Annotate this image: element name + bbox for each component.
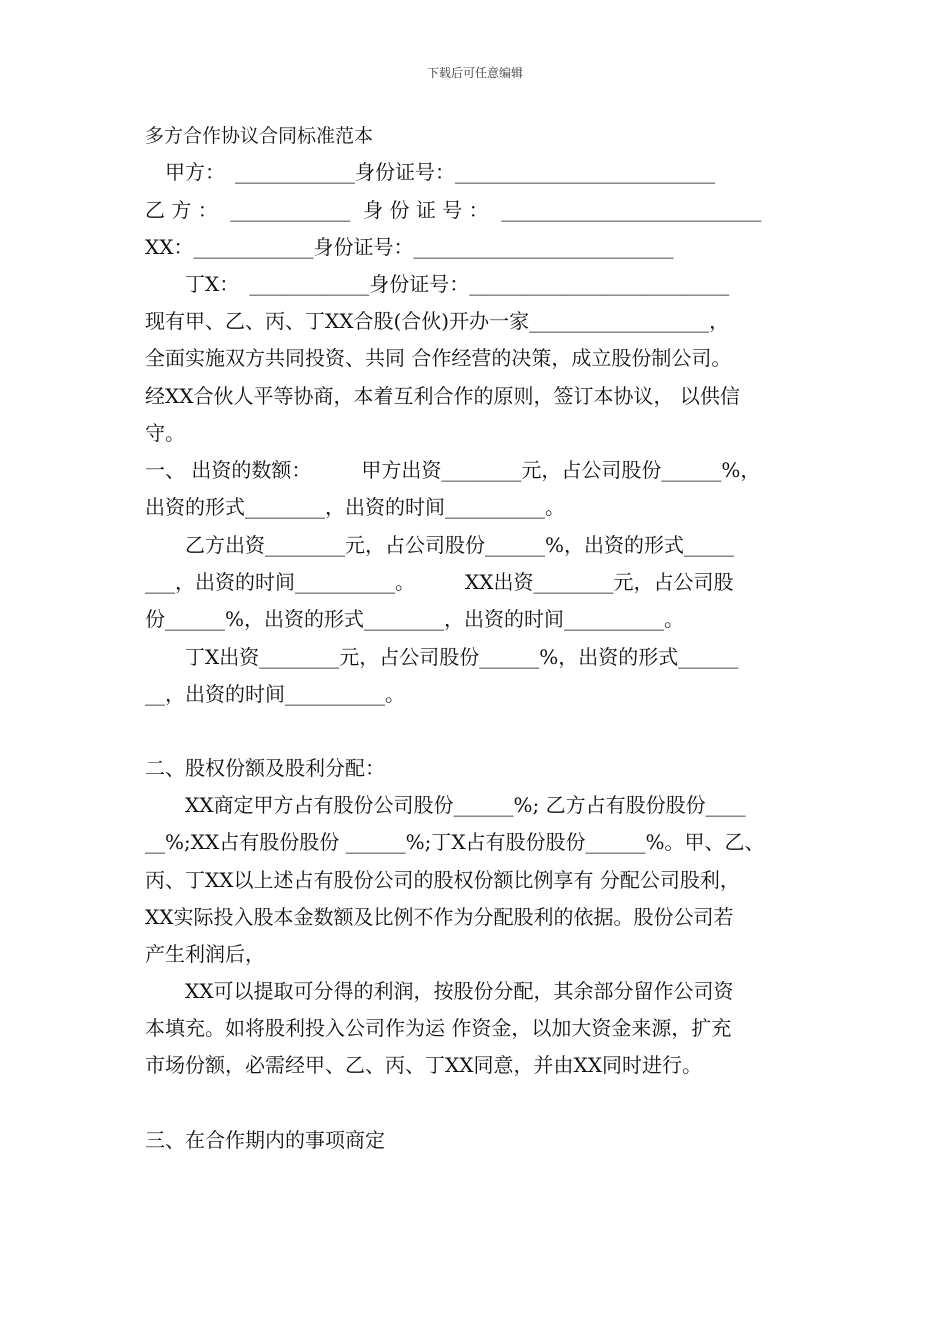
section-1-line-7: __，出资的时间__________。 [145,682,405,706]
section-1-line-6: 丁X出资________元，占公司股份______%，出资的形式______ [145,645,739,669]
section-2-line-5: 产生利润后， [145,942,265,966]
intro-line-4: 守。 [145,421,185,445]
party-b-line: 乙 方 ： ____________ 身 份 证 号 ： __________________________ [145,198,762,222]
party-d-line: 丁X： ____________身份证号：__________________________ [145,272,730,296]
section-2-line-6: XX可以提取可分得的利润，按股份分配，其余部分留作公司资 [145,979,734,1003]
page-header: 下载后可任意编辑 [426,66,523,80]
intro-line-3: 经XX合伙人平等协商，本着互利合作的原则，签订本协议， 以供信 [145,384,740,408]
section-1-line-2: 出资的形式________，出资的时间__________。 [145,495,565,519]
section-3-heading: 三、在合作期内的事项商定 [145,1128,385,1152]
section-2-line-8: 市场份额，必需经甲、乙、丙、丁XX同意，并由XX同时进行。 [145,1053,702,1077]
party-a-line: 甲方： ____________身份证号：__________________________ [145,160,715,184]
section-2-line-1: XX商定甲方占有股份公司股份______%; 乙方占有股份股份____ [145,793,746,817]
document-title: 多方合作协议合同标准范本 [145,125,374,147]
section-1-line-1: 一、 出资的数额： 甲方出资________元，占公司股份______%， [145,458,761,482]
section-2-line-2: __%;XX占有股份股份 ______%;丁X占有股份股份______%。甲、乙、 [145,830,765,854]
section-2-line-4: XX实际投入股本金数额及比例不作为分配股利的依据。股份公司若 [145,905,734,929]
party-c-line: XX：____________身份证号：__________________________ [145,235,674,259]
section-2-heading: 二、股权份额及股利分配： [145,756,385,780]
section-1-line-4: ___，出资的时间__________。 XX出资________元，占公司股 [145,570,734,594]
section-2-line-3: 丙、丁XX以上述占有股份公司的股权份额比例享有 分配公司股利， [145,868,740,892]
section-1-line-3: 乙方出资________元，占公司股份______%，出资的形式_____ [145,533,735,557]
section-2-line-7: 本填充。如将股利投入公司作为运 作资金，以加大资金来源，扩充 [145,1016,732,1040]
intro-line-2: 全面实施双方共同投资、共同 合作经营的决策，成立股份制公司。 [145,346,732,370]
section-1-line-5: 份______%，出资的形式________，出资的时间__________。 [145,607,685,631]
intro-line-1: 现有甲、乙、丙、丁XX合股(合伙)开办一家__________________， [145,309,730,333]
